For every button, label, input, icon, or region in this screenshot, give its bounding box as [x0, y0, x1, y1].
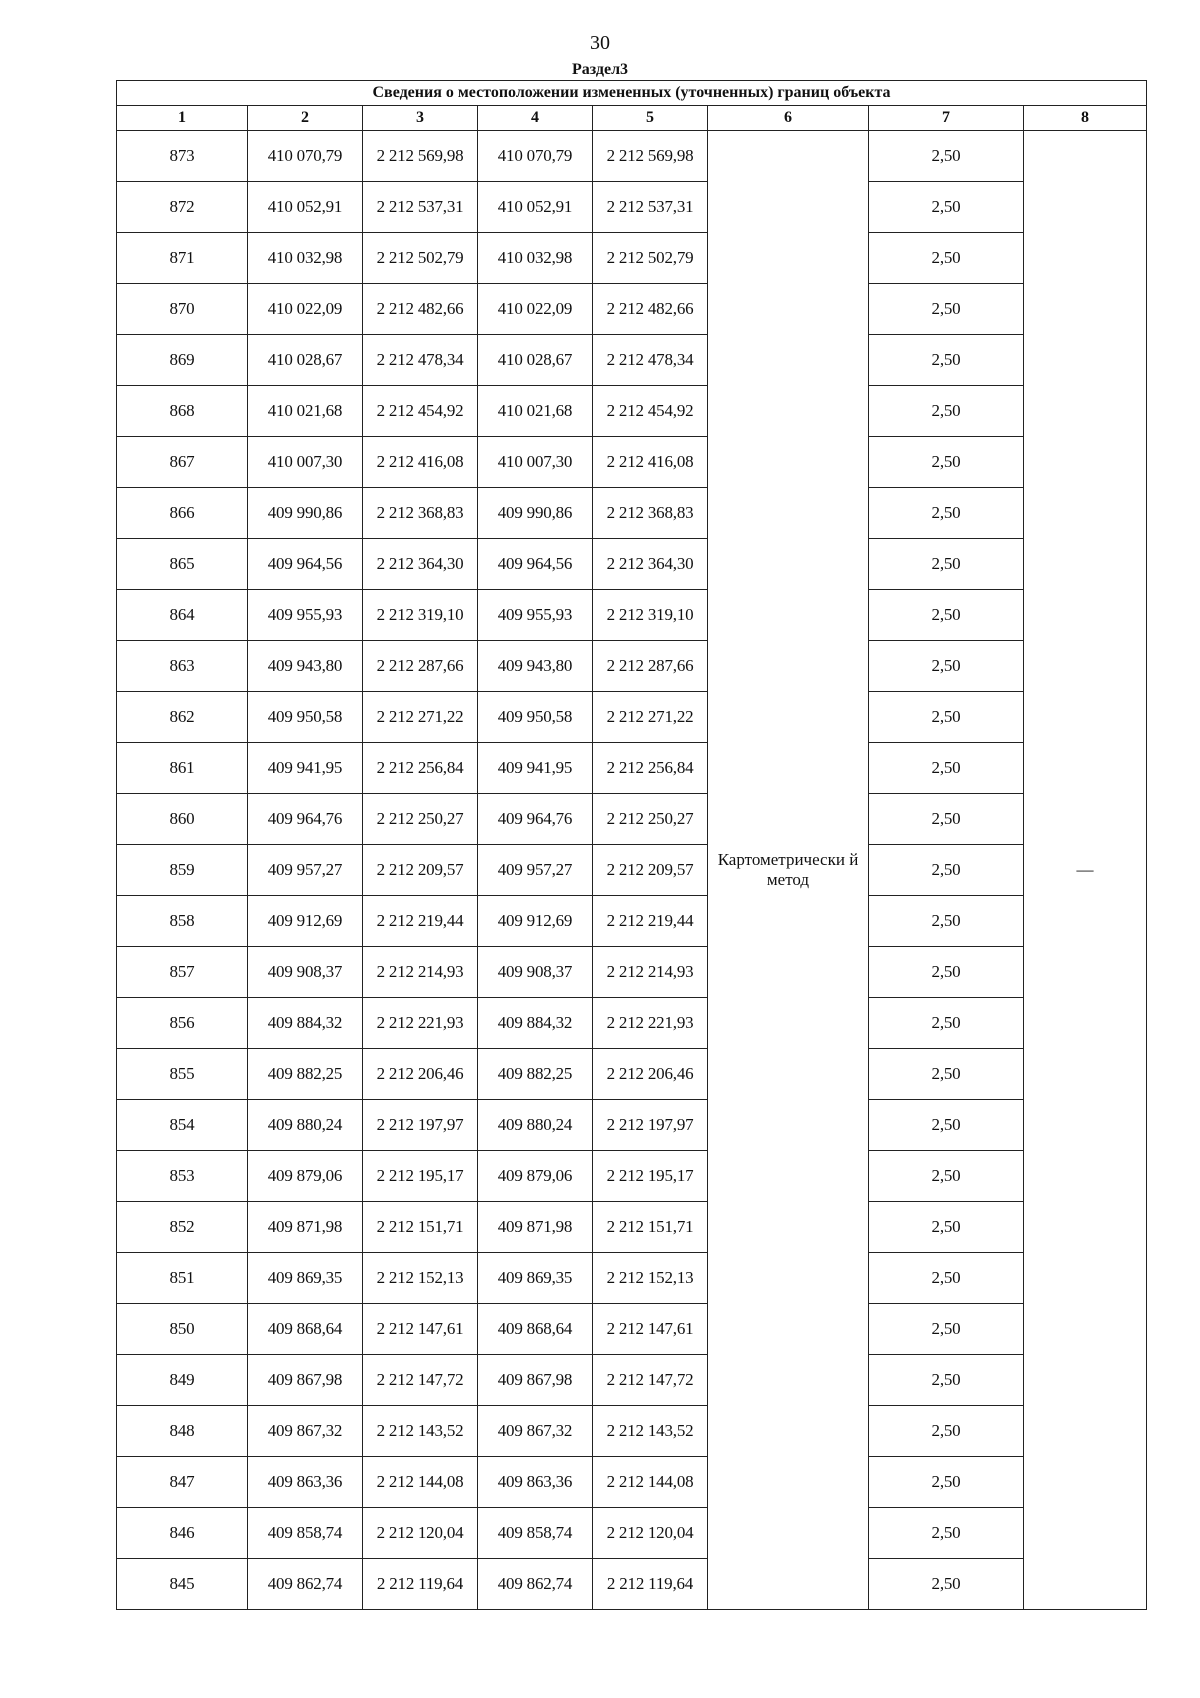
- y-old-cell: 2 212 151,71: [363, 1202, 478, 1253]
- table-row: [117, 641, 1147, 692]
- y-new-cell: 2 212 287,66: [593, 641, 708, 692]
- accuracy-cell: 2,50: [869, 233, 1024, 284]
- x-new-cell: 409 908,37: [478, 947, 593, 998]
- y-new-cell: 2 212 454,92: [593, 386, 708, 437]
- x-old-cell: 409 884,32: [248, 998, 363, 1049]
- y-old-cell: 2 212 537,31: [363, 182, 478, 233]
- x-old-cell: 409 858,74: [248, 1508, 363, 1559]
- x-old-cell: 409 912,69: [248, 896, 363, 947]
- x-old-cell: 409 867,98: [248, 1355, 363, 1406]
- point-number-cell: 870: [117, 284, 248, 335]
- y-old-cell: 2 212 368,83: [363, 488, 478, 539]
- x-old-cell: 409 943,80: [248, 641, 363, 692]
- y-old-cell: 2 212 214,93: [363, 947, 478, 998]
- point-number-cell: 863: [117, 641, 248, 692]
- point-number-cell: 854: [117, 1100, 248, 1151]
- point-number-cell: 845: [117, 1559, 248, 1610]
- table-row: [117, 488, 1147, 539]
- y-old-cell: 2 212 416,08: [363, 437, 478, 488]
- column-number-7: 7: [869, 106, 1024, 131]
- point-number-cell: 872: [117, 182, 248, 233]
- x-old-cell: 409 862,74: [248, 1559, 363, 1610]
- x-new-cell: 409 869,35: [478, 1253, 593, 1304]
- x-new-cell: 409 871,98: [478, 1202, 593, 1253]
- x-old-cell: 410 052,91: [248, 182, 363, 233]
- y-old-cell: 2 212 454,92: [363, 386, 478, 437]
- x-new-cell: 410 070,79: [478, 131, 593, 182]
- table-row: [117, 845, 1147, 896]
- accuracy-cell: 2,50: [869, 1508, 1024, 1559]
- y-new-cell: 2 212 209,57: [593, 845, 708, 896]
- point-number-cell: 871: [117, 233, 248, 284]
- y-old-cell: 2 212 209,57: [363, 845, 478, 896]
- accuracy-cell: 2,50: [869, 1202, 1024, 1253]
- y-new-cell: 2 212 120,04: [593, 1508, 708, 1559]
- accuracy-cell: 2,50: [869, 692, 1024, 743]
- point-number-cell: 864: [117, 590, 248, 641]
- accuracy-cell: 2,50: [869, 590, 1024, 641]
- y-old-cell: 2 212 197,97: [363, 1100, 478, 1151]
- y-new-cell: 2 212 144,08: [593, 1457, 708, 1508]
- accuracy-cell: 2,50: [869, 1406, 1024, 1457]
- y-new-cell: 2 212 502,79: [593, 233, 708, 284]
- x-new-cell: 410 052,91: [478, 182, 593, 233]
- x-new-cell: 409 862,74: [478, 1559, 593, 1610]
- y-old-cell: 2 212 147,61: [363, 1304, 478, 1355]
- column-number-3: 3: [363, 106, 478, 131]
- accuracy-cell: 2,50: [869, 641, 1024, 692]
- x-old-cell: 409 869,35: [248, 1253, 363, 1304]
- y-old-cell: 2 212 502,79: [363, 233, 478, 284]
- accuracy-cell: 2,50: [869, 335, 1024, 386]
- y-new-cell: 2 212 219,44: [593, 896, 708, 947]
- y-new-cell: 2 212 197,97: [593, 1100, 708, 1151]
- x-new-cell: 410 007,30: [478, 437, 593, 488]
- column-number-8: 8: [1024, 106, 1147, 131]
- y-old-cell: 2 212 143,52: [363, 1406, 478, 1457]
- accuracy-cell: 2,50: [869, 386, 1024, 437]
- table-row: [117, 947, 1147, 998]
- accuracy-cell: 2,50: [869, 947, 1024, 998]
- y-old-cell: 2 212 482,66: [363, 284, 478, 335]
- y-new-cell: 2 212 256,84: [593, 743, 708, 794]
- table-row: [117, 998, 1147, 1049]
- accuracy-cell: 2,50: [869, 1151, 1024, 1202]
- x-old-cell: 410 070,79: [248, 131, 363, 182]
- accuracy-cell: 2,50: [869, 539, 1024, 590]
- accuracy-cell: 2,50: [869, 1100, 1024, 1151]
- y-old-cell: 2 212 478,34: [363, 335, 478, 386]
- table-row: [117, 1151, 1147, 1202]
- y-new-cell: 2 212 569,98: [593, 131, 708, 182]
- x-new-cell: 409 867,32: [478, 1406, 593, 1457]
- x-old-cell: 410 032,98: [248, 233, 363, 284]
- y-old-cell: 2 212 144,08: [363, 1457, 478, 1508]
- x-old-cell: 409 879,06: [248, 1151, 363, 1202]
- y-new-cell: 2 212 271,22: [593, 692, 708, 743]
- x-old-cell: 409 882,25: [248, 1049, 363, 1100]
- x-old-cell: 410 022,09: [248, 284, 363, 335]
- x-new-cell: 409 863,36: [478, 1457, 593, 1508]
- accuracy-cell: 2,50: [869, 1559, 1024, 1610]
- point-number-cell: 859: [117, 845, 248, 896]
- column-number-4: 4: [478, 106, 593, 131]
- x-old-cell: 409 868,64: [248, 1304, 363, 1355]
- column-number-5: 5: [593, 106, 708, 131]
- y-old-cell: 2 212 256,84: [363, 743, 478, 794]
- y-old-cell: 2 212 120,04: [363, 1508, 478, 1559]
- table-row: [117, 539, 1147, 590]
- y-old-cell: 2 212 147,72: [363, 1355, 478, 1406]
- point-number-cell: 857: [117, 947, 248, 998]
- x-new-cell: 409 943,80: [478, 641, 593, 692]
- x-old-cell: 409 867,32: [248, 1406, 363, 1457]
- column-number-1: 1: [117, 106, 248, 131]
- point-number-cell: 849: [117, 1355, 248, 1406]
- y-new-cell: 2 212 119,64: [593, 1559, 708, 1610]
- x-old-cell: 409 964,56: [248, 539, 363, 590]
- table-row: [117, 1100, 1147, 1151]
- x-new-cell: 409 990,86: [478, 488, 593, 539]
- point-number-cell: 873: [117, 131, 248, 182]
- method-cell: Картометрически й метод: [708, 131, 869, 1610]
- y-new-cell: 2 212 143,52: [593, 1406, 708, 1457]
- x-old-cell: 409 955,93: [248, 590, 363, 641]
- y-new-cell: 2 212 364,30: [593, 539, 708, 590]
- x-new-cell: 409 867,98: [478, 1355, 593, 1406]
- x-new-cell: 409 941,95: [478, 743, 593, 794]
- table-row: [117, 1355, 1147, 1406]
- table-row: [117, 386, 1147, 437]
- point-number-cell: 866: [117, 488, 248, 539]
- accuracy-cell: 2,50: [869, 998, 1024, 1049]
- y-new-cell: 2 212 214,93: [593, 947, 708, 998]
- table-body: [117, 131, 1147, 1610]
- point-number-cell: 860: [117, 794, 248, 845]
- x-new-cell: 409 964,56: [478, 539, 593, 590]
- table-row: [117, 437, 1147, 488]
- x-old-cell: 410 021,68: [248, 386, 363, 437]
- accuracy-cell: 2,50: [869, 284, 1024, 335]
- table-row: [117, 233, 1147, 284]
- x-new-cell: 409 912,69: [478, 896, 593, 947]
- point-number-cell: 851: [117, 1253, 248, 1304]
- y-old-cell: 2 212 221,93: [363, 998, 478, 1049]
- table-row: [117, 590, 1147, 641]
- accuracy-cell: 2,50: [869, 743, 1024, 794]
- y-old-cell: 2 212 287,66: [363, 641, 478, 692]
- y-old-cell: 2 212 250,27: [363, 794, 478, 845]
- point-number-cell: 848: [117, 1406, 248, 1457]
- table-row: [117, 1457, 1147, 1508]
- accuracy-cell: 2,50: [869, 845, 1024, 896]
- point-number-cell: 853: [117, 1151, 248, 1202]
- x-new-cell: 409 957,27: [478, 845, 593, 896]
- y-old-cell: 2 212 364,30: [363, 539, 478, 590]
- table-row: [117, 1406, 1147, 1457]
- table-caption: Сведения о местоположении измененных (уточненных) границ объекта: [117, 81, 1147, 106]
- x-old-cell: 409 950,58: [248, 692, 363, 743]
- y-new-cell: 2 212 478,34: [593, 335, 708, 386]
- x-new-cell: 410 028,67: [478, 335, 593, 386]
- y-old-cell: 2 212 195,17: [363, 1151, 478, 1202]
- x-old-cell: 409 880,24: [248, 1100, 363, 1151]
- accuracy-cell: 2,50: [869, 437, 1024, 488]
- section-title: Раздел3: [571, 61, 629, 78]
- table-row: [117, 182, 1147, 233]
- x-new-cell: 410 032,98: [478, 233, 593, 284]
- point-number-cell: 861: [117, 743, 248, 794]
- accuracy-cell: 2,50: [869, 1253, 1024, 1304]
- column-number-6: 6: [708, 106, 869, 131]
- point-number-cell: 869: [117, 335, 248, 386]
- y-new-cell: 2 212 195,17: [593, 1151, 708, 1202]
- table-row: [117, 1304, 1147, 1355]
- x-old-cell: 409 863,36: [248, 1457, 363, 1508]
- point-number-cell: 850: [117, 1304, 248, 1355]
- y-old-cell: 2 212 219,44: [363, 896, 478, 947]
- x-new-cell: 409 879,06: [478, 1151, 593, 1202]
- table-row: [117, 1508, 1147, 1559]
- y-old-cell: 2 212 206,46: [363, 1049, 478, 1100]
- point-number-cell: 855: [117, 1049, 248, 1100]
- y-new-cell: 2 212 221,93: [593, 998, 708, 1049]
- table-row: [117, 692, 1147, 743]
- accuracy-cell: 2,50: [869, 1355, 1024, 1406]
- x-old-cell: 410 007,30: [248, 437, 363, 488]
- table-row: [117, 284, 1147, 335]
- x-old-cell: 409 957,27: [248, 845, 363, 896]
- y-new-cell: 2 212 368,83: [593, 488, 708, 539]
- column-number-row: [117, 106, 1147, 131]
- y-new-cell: 2 212 152,13: [593, 1253, 708, 1304]
- y-new-cell: 2 212 537,31: [593, 182, 708, 233]
- table-row: [117, 335, 1147, 386]
- accuracy-cell: 2,50: [869, 896, 1024, 947]
- table-row: [117, 743, 1147, 794]
- point-number-cell: 858: [117, 896, 248, 947]
- boundary-coordinates-table: [116, 80, 1147, 1610]
- y-new-cell: 2 212 147,61: [593, 1304, 708, 1355]
- x-old-cell: 410 028,67: [248, 335, 363, 386]
- y-new-cell: 2 212 416,08: [593, 437, 708, 488]
- table-row: [117, 1253, 1147, 1304]
- y-new-cell: 2 212 250,27: [593, 794, 708, 845]
- x-new-cell: 409 882,25: [478, 1049, 593, 1100]
- x-new-cell: 409 880,24: [478, 1100, 593, 1151]
- y-old-cell: 2 212 569,98: [363, 131, 478, 182]
- page-number: 30: [590, 32, 610, 54]
- x-old-cell: 409 964,76: [248, 794, 363, 845]
- table-row: [117, 1559, 1147, 1610]
- x-new-cell: 410 021,68: [478, 386, 593, 437]
- accuracy-cell: 2,50: [869, 794, 1024, 845]
- point-number-cell: 868: [117, 386, 248, 437]
- x-new-cell: 409 964,76: [478, 794, 593, 845]
- y-new-cell: 2 212 319,10: [593, 590, 708, 641]
- accuracy-cell: 2,50: [869, 182, 1024, 233]
- y-new-cell: 2 212 482,66: [593, 284, 708, 335]
- x-new-cell: 409 858,74: [478, 1508, 593, 1559]
- y-old-cell: 2 212 152,13: [363, 1253, 478, 1304]
- x-new-cell: 409 868,64: [478, 1304, 593, 1355]
- point-number-cell: 867: [117, 437, 248, 488]
- x-old-cell: 409 941,95: [248, 743, 363, 794]
- x-new-cell: 409 950,58: [478, 692, 593, 743]
- y-old-cell: 2 212 119,64: [363, 1559, 478, 1610]
- point-number-cell: 852: [117, 1202, 248, 1253]
- point-number-cell: 862: [117, 692, 248, 743]
- x-new-cell: 409 955,93: [478, 590, 593, 641]
- table-row: [117, 1202, 1147, 1253]
- point-number-cell: 847: [117, 1457, 248, 1508]
- point-number-cell: 856: [117, 998, 248, 1049]
- x-old-cell: 409 871,98: [248, 1202, 363, 1253]
- accuracy-cell: 2,50: [869, 1457, 1024, 1508]
- y-new-cell: 2 212 206,46: [593, 1049, 708, 1100]
- y-new-cell: 2 212 147,72: [593, 1355, 708, 1406]
- table-row: [117, 896, 1147, 947]
- y-old-cell: 2 212 271,22: [363, 692, 478, 743]
- x-new-cell: 409 884,32: [478, 998, 593, 1049]
- table-row: [117, 1049, 1147, 1100]
- column-number-2: 2: [248, 106, 363, 131]
- point-number-cell: 865: [117, 539, 248, 590]
- x-new-cell: 410 022,09: [478, 284, 593, 335]
- column8-cell: —: [1024, 131, 1147, 1610]
- accuracy-cell: 2,50: [869, 131, 1024, 182]
- accuracy-cell: 2,50: [869, 1304, 1024, 1355]
- x-old-cell: 409 908,37: [248, 947, 363, 998]
- accuracy-cell: 2,50: [869, 488, 1024, 539]
- y-new-cell: 2 212 151,71: [593, 1202, 708, 1253]
- table-row: [117, 131, 1147, 182]
- y-old-cell: 2 212 319,10: [363, 590, 478, 641]
- x-old-cell: 409 990,86: [248, 488, 363, 539]
- table-row: [117, 794, 1147, 845]
- point-number-cell: 846: [117, 1508, 248, 1559]
- accuracy-cell: 2,50: [869, 1049, 1024, 1100]
